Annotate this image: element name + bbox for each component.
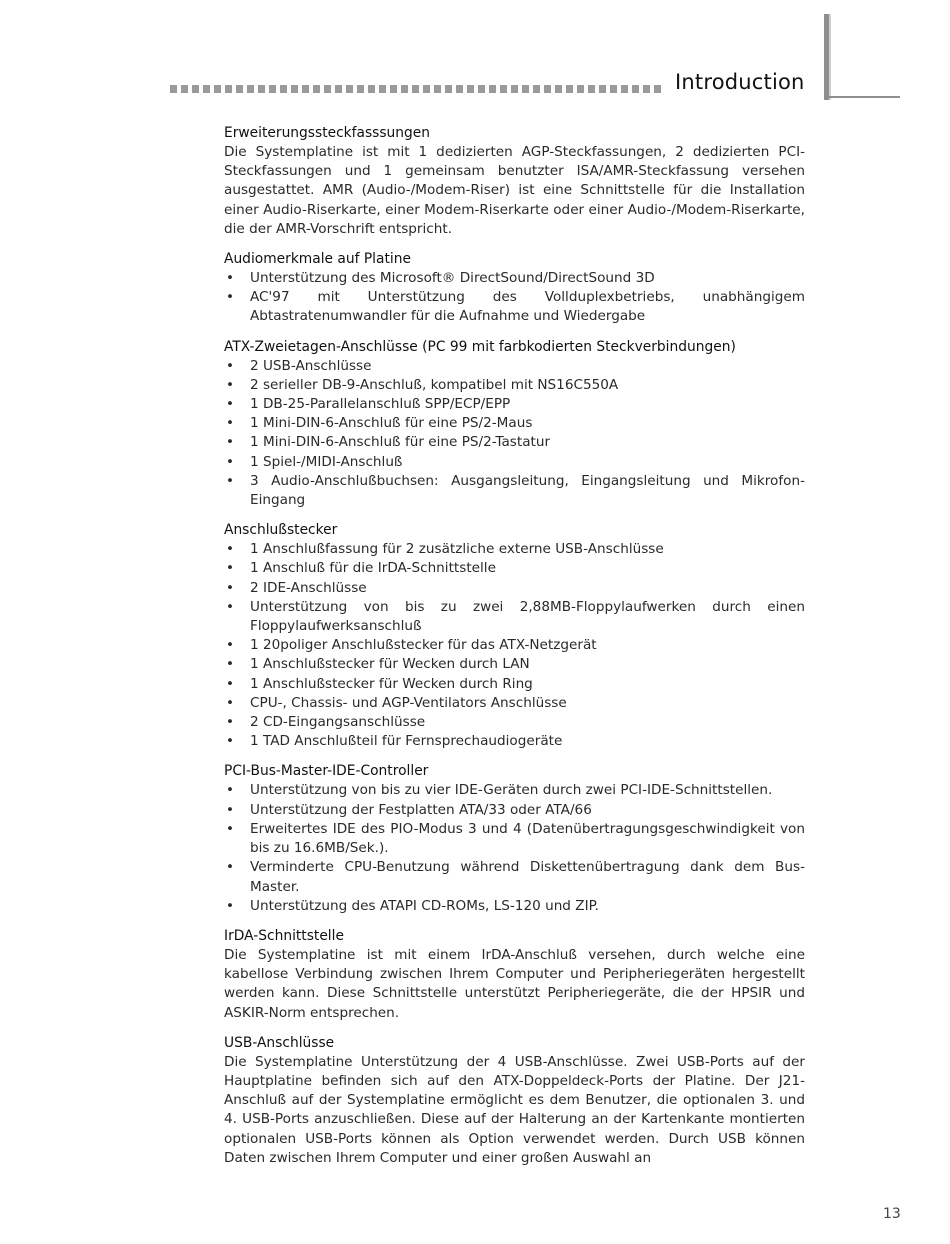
section-heading: USB-Anschlüsse <box>224 1034 335 1051</box>
list-item: • 1 TAD Anschlußteil für Fernsprechaudiogeräte <box>224 732 805 751</box>
list-item: • 1 Mini-DIN-6-Anschluß für eine PS/2-Maus <box>224 414 805 433</box>
section-usb <box>224 1034 805 1168</box>
list-item: • Verminderte CPU-Benutzung während Diskettenübertragung dank dem Bus-Master. <box>224 858 805 896</box>
bullet-list <box>224 540 805 751</box>
list-item: • Unterstützung von bis zu zwei 2,88MB-Floppylaufwerken durch einen Floppylaufwerksanschluß <box>224 598 805 636</box>
list-item: • 2 USB-Anschlüsse <box>224 357 805 376</box>
list-item: • 2 IDE-Anschlüsse <box>224 579 805 598</box>
list-item: • AC'97 mit Unterstützung des Vollduplexbetriebs, unabhängigem Abtastratenumwandler für die Aufnahme und Wiedergabe <box>224 288 805 326</box>
list-item: • 1 20poliger Anschlußstecker für das ATX-Netzgerät <box>224 636 805 655</box>
section-heading: Audiomerkmale auf Platine <box>224 251 411 268</box>
list-item: • Unterstützung des ATAPI CD-ROMs, LS-120 und ZIP. <box>224 897 805 916</box>
section-paragraph: Die Systemplatine ist mit einem IrDA-Anschluß versehen, durch welche eine kabellose Verbindung zwischen Ihrem Computer und Peripheriegeräten hergestellt werden kann. Diese Schnittstelle unterstützt Peripheriegeräte, die der HPSIR und ASKIR-Norm entsprechen. <box>224 946 805 1021</box>
corner-mark-horizontal <box>824 96 900 98</box>
section-heading: ATX-Zweietagen-Anschlüsse (PC 99 mit farbkodierten Steckverbindungen) <box>224 338 736 355</box>
list-item: • 3 Audio-Anschlußbuchsen: Ausgangsleitung, Eingangsleitung und Mikrofon-Eingang <box>224 472 805 510</box>
page-number: 13 <box>883 1206 901 1222</box>
section-heading: Anschlußstecker <box>224 522 338 539</box>
section-atx-ports <box>224 338 805 511</box>
list-item: • 1 Anschlußfassung für 2 zusätzliche externe USB-Anschlüsse <box>224 540 805 559</box>
list-item: • Erweitertes IDE des PIO-Modus 3 und 4 (Datenübertragungsgeschwindigkeit von bis zu 16.6MB/Sek.). <box>224 820 805 858</box>
corner-mark-shadow <box>829 14 831 100</box>
section-expansion-slots <box>224 124 805 239</box>
body-content <box>224 124 805 1179</box>
section-heading: PCI-Bus-Master-IDE-Controller <box>224 763 429 780</box>
bullet-list <box>224 357 805 511</box>
page-header-title: Introduction <box>675 70 805 94</box>
list-item: • CPU-, Chassis- und AGP-Ventilators Anschlüsse <box>224 694 805 713</box>
section-onboard-audio <box>224 250 805 327</box>
section-ide-controller <box>224 762 805 915</box>
bullet-list <box>224 781 805 915</box>
header-dotted-rule <box>170 85 665 93</box>
list-item: • 1 Anschluß für die IrDA-Schnittstelle <box>224 559 805 578</box>
list-item: • 1 Mini-DIN-6-Anschluß für eine PS/2-Tastatur <box>224 433 805 452</box>
list-item: • 1 Anschlußstecker für Wecken durch Ring <box>224 675 805 694</box>
list-item: • 1 Anschlußstecker für Wecken durch LAN <box>224 655 805 674</box>
section-paragraph: Die Systemplatine Unterstützung der 4 USB-Anschlüsse. Zwei USB-Ports auf der Hauptplatine befinden sich auf den ATX-Doppeldeck-Ports der Platine. Der J21-Anschluß auf der Systemplatine ermöglicht es dem Benutzer, die optionalen 3. und 4. USB-Ports anzuschließen. Diese auf der Halterung an der Kartenkante montierten optionalen USB-Ports können als Option verwendet werden. Durch USB können Daten zwischen Ihrem Computer und einer großen Auswahl an <box>224 1053 805 1166</box>
section-connectors <box>224 521 805 751</box>
section-heading: IrDA-Schnittstelle <box>224 927 344 944</box>
section-paragraph: Die Systemplatine ist mit 1 dedizierten AGP-Steckfassungen, 2 dedizierten PCI-Steckfassungen und 1 gemeinsam benutzter ISA/AMR-Steckfassung versehen ausgestattet. AMR (Audio-/Modem-Riser) ist eine Schnittstelle für die Installation einer Audio-Riserkarte, einer Modem-Riserkarte oder einer Audio-/Modem-Riserkarte, die der AMR-Vorschrift entspricht. <box>224 144 805 237</box>
section-irda <box>224 927 805 1023</box>
list-item: • 1 Spiel-/MIDI-Anschluß <box>224 453 805 472</box>
section-heading: Erweiterungssteckfasssungen <box>224 125 431 141</box>
list-item: • 1 DB-25-Parallelanschluß SPP/ECP/EPP <box>224 395 805 414</box>
list-item: • 2 serieller DB-9-Anschluß, kompatibel mit NS16C550A <box>224 376 805 395</box>
list-item: • Unterstützung von bis zu vier IDE-Geräten durch zwei PCI-IDE-Schnittstellen. <box>224 781 805 800</box>
bullet-list <box>224 269 805 327</box>
list-item: • 2 CD-Eingangsanschlüsse <box>224 713 805 732</box>
list-item: • Unterstützung der Festplatten ATA/33 oder ATA/66 <box>224 801 805 820</box>
list-item: • Unterstützung des Microsoft® DirectSound/DirectSound 3D <box>224 269 805 288</box>
